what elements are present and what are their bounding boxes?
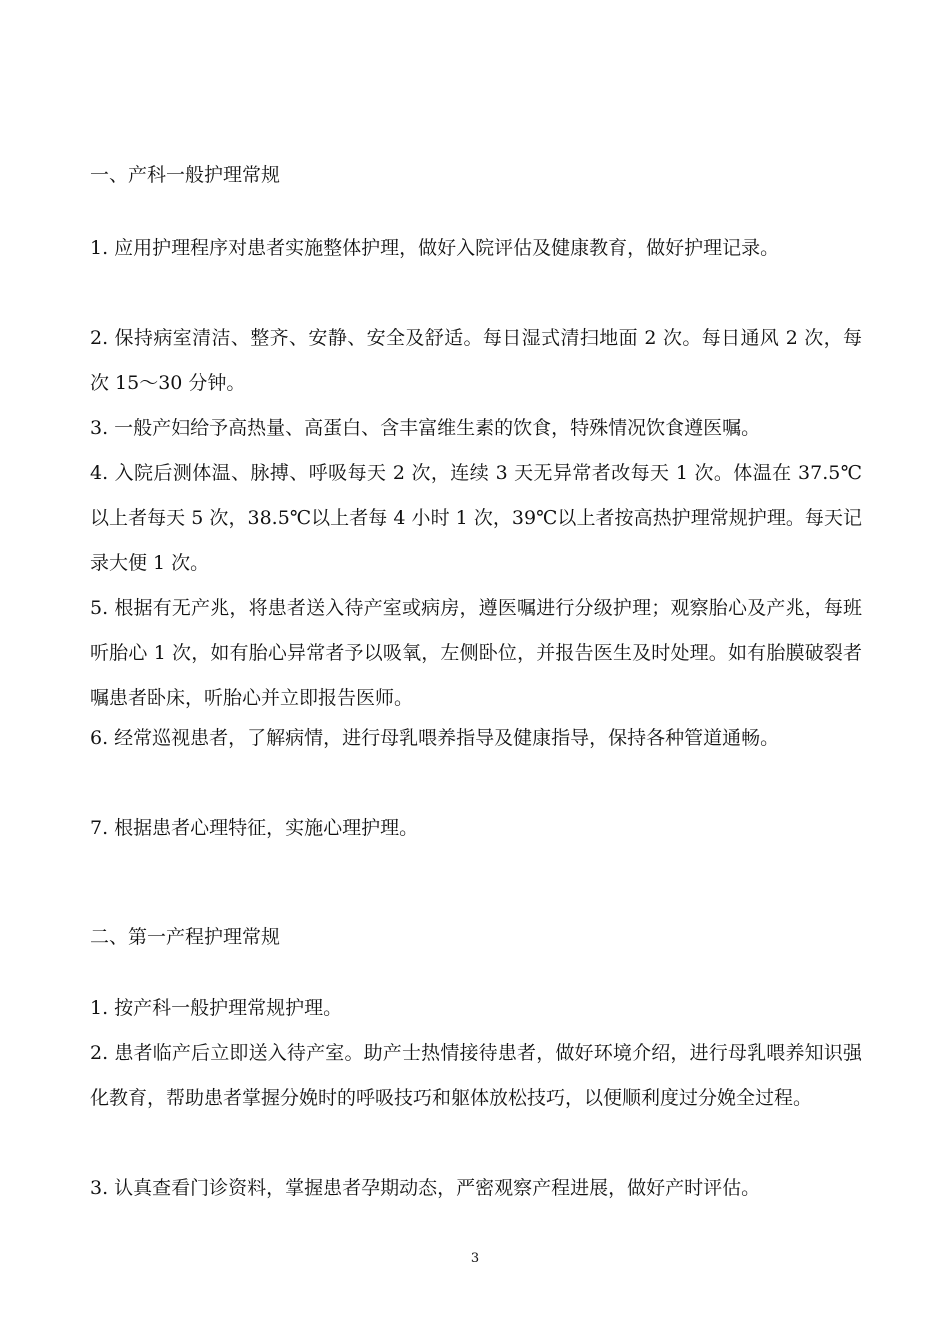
section-heading-1: 一、产科一般护理常规 [90, 164, 281, 186]
list-item-2-1: 1. 按产科一般护理常规护理。 [90, 997, 343, 1019]
list-item-1-6: 6. 经常巡视患者，了解病情，进行母乳喂养指导及健康指导，保持各种管道通畅。 [90, 727, 780, 749]
list-item-2-2: 2. 患者临产后立即送入待产室。助产士热情接待患者，做好环境介绍，进行母乳喂养知识强化教育，帮助患者掌握分娩时的呼吸技巧和躯体放松技巧，以便顺利度过分娩全过程。 [90, 1042, 862, 1109]
list-item-1-3: 3. 一般产妇给予高热量、高蛋白、含丰富维生素的饮食，特殊情况饮食遵医嘱。 [90, 417, 761, 439]
list-item-1-5: 5. 根据有无产兆，将患者送入待产室或病房，遵医嘱进行分级护理；观察胎心及产兆，每班听胎心 1 次，如有胎心异常者予以吸氧，左侧卧位，并报告医生及时处理。如有胎膜破裂者嘱患者卧床，听胎心并立即报告医师。 [90, 597, 862, 709]
list-item-1-4: 4. 入院后测体温、脉搏、呼吸每天 2 次，连续 3 天无异常者改每天 1 次。体温在 37.5℃以上者每天 5 次，38.5℃以上者每 4 小时 1 次，39℃以上者按高热护理常规护理。每天记录大便 1 次。 [90, 462, 862, 574]
list-item-1-1: 1. 应用护理程序对患者实施整体护理，做好入院评估及健康教育，做好护理记录。 [90, 237, 780, 259]
list-item-2-3: 3. 认真查看门诊资料，掌握患者孕期动态，严密观察产程进展，做好产时评估。 [90, 1177, 761, 1199]
list-item-1-2: 2. 保持病室清洁、整齐、安静、安全及舒适。每日湿式清扫地面 2 次。每日通风 2 次，每次 15～30 分钟。 [90, 327, 862, 394]
page-number: 3 [470, 1251, 480, 1266]
section-heading-2: 二、第一产程护理常规 [90, 926, 281, 948]
list-item-1-7: 7. 根据患者心理特征，实施心理护理。 [90, 817, 419, 839]
